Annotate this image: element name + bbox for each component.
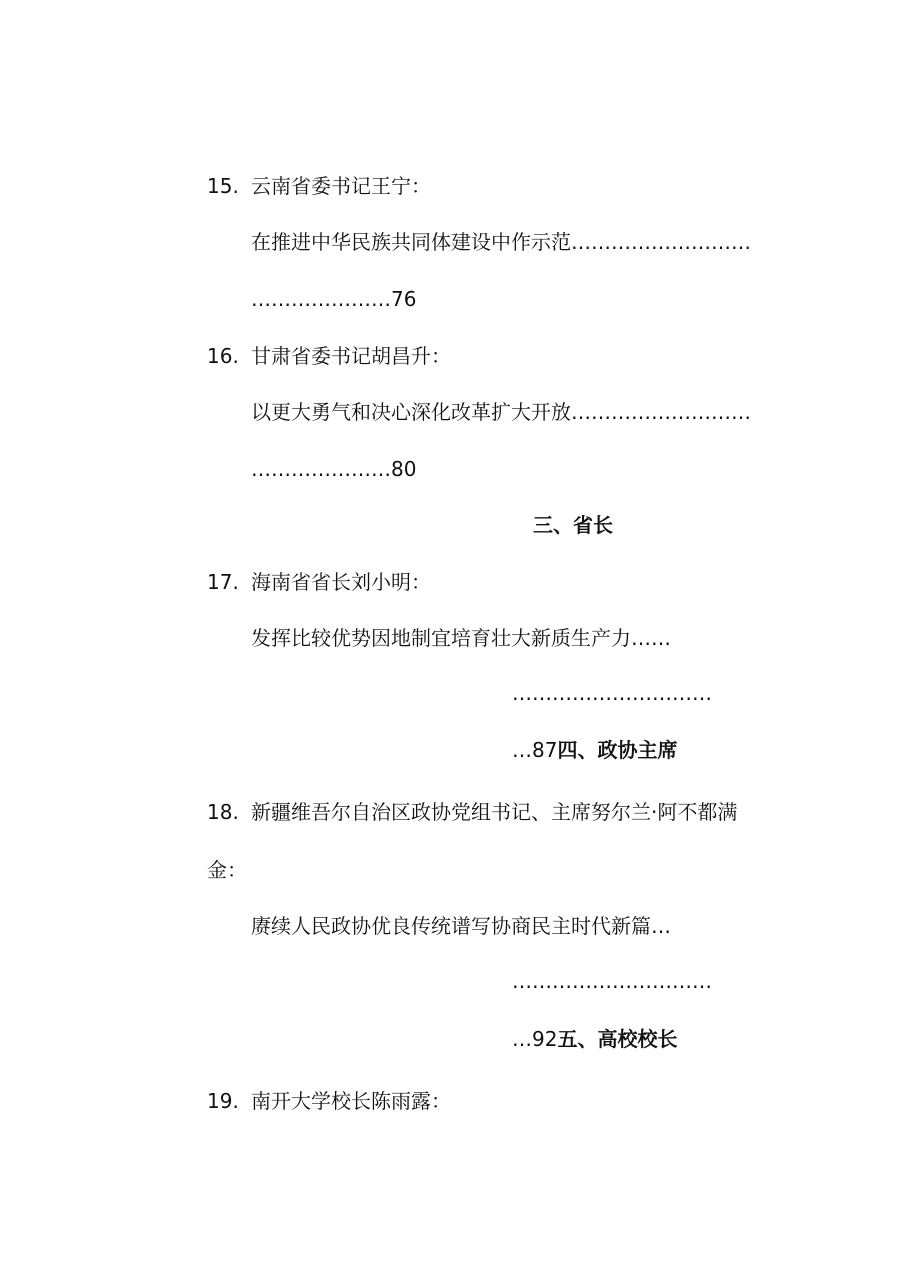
entry-number: 17. [207, 570, 239, 594]
entry-15-heading [207, 172, 431, 200]
entry-16-heading [207, 342, 451, 370]
entry-person: 海南省省长刘小明： [251, 570, 431, 594]
entry-18-title: 赓续人民政协优良传统谱写协商民主时代新篇… [251, 914, 671, 938]
section-heading-cppcc-chair: 四、政协主席 [557, 738, 678, 762]
entry-number: 16. [207, 344, 239, 368]
entry-16-title: 以更大勇气和决心深化改革扩大开放……………………… [251, 400, 751, 424]
entry-18-heading [207, 798, 737, 826]
entry-18-heading-cont: 金： [207, 858, 247, 882]
entry-16-page-line: …………………80 [251, 457, 417, 481]
entry-15-page-line: …………………76 [251, 287, 417, 311]
entry-18-page-and-section [512, 1025, 677, 1053]
entry-person: 新疆维吾尔自治区政协党组书记、主席努尔兰·阿不都满 [251, 800, 738, 824]
entry-page-number: …87 [512, 738, 558, 762]
entry-person: 南开大学校长陈雨露： [251, 1089, 451, 1113]
entry-15-title: 在推进中华民族共同体建设中作示范……………………… [251, 230, 751, 254]
entry-17-dots: ………………………… [512, 681, 712, 705]
entry-18-dots: ………………………… [512, 969, 712, 993]
entry-number: 18. [207, 800, 239, 824]
entry-17-page-and-section [512, 736, 677, 764]
entry-number: 15. [207, 174, 239, 198]
section-heading-governor: 三、省长 [533, 513, 613, 537]
entry-person: 云南省委书记王宁： [251, 174, 431, 198]
section-heading-university-president: 五、高校校长 [557, 1027, 678, 1051]
entry-page-number: …92 [512, 1027, 558, 1051]
entry-number: 19. [207, 1089, 239, 1113]
entry-17-title: 发挥比较优势因地制宜培育壮大新质生产力…… [251, 626, 671, 650]
entry-17-heading [207, 568, 431, 596]
entry-19-heading [207, 1087, 451, 1115]
entry-person: 甘肃省委书记胡昌升： [251, 344, 451, 368]
